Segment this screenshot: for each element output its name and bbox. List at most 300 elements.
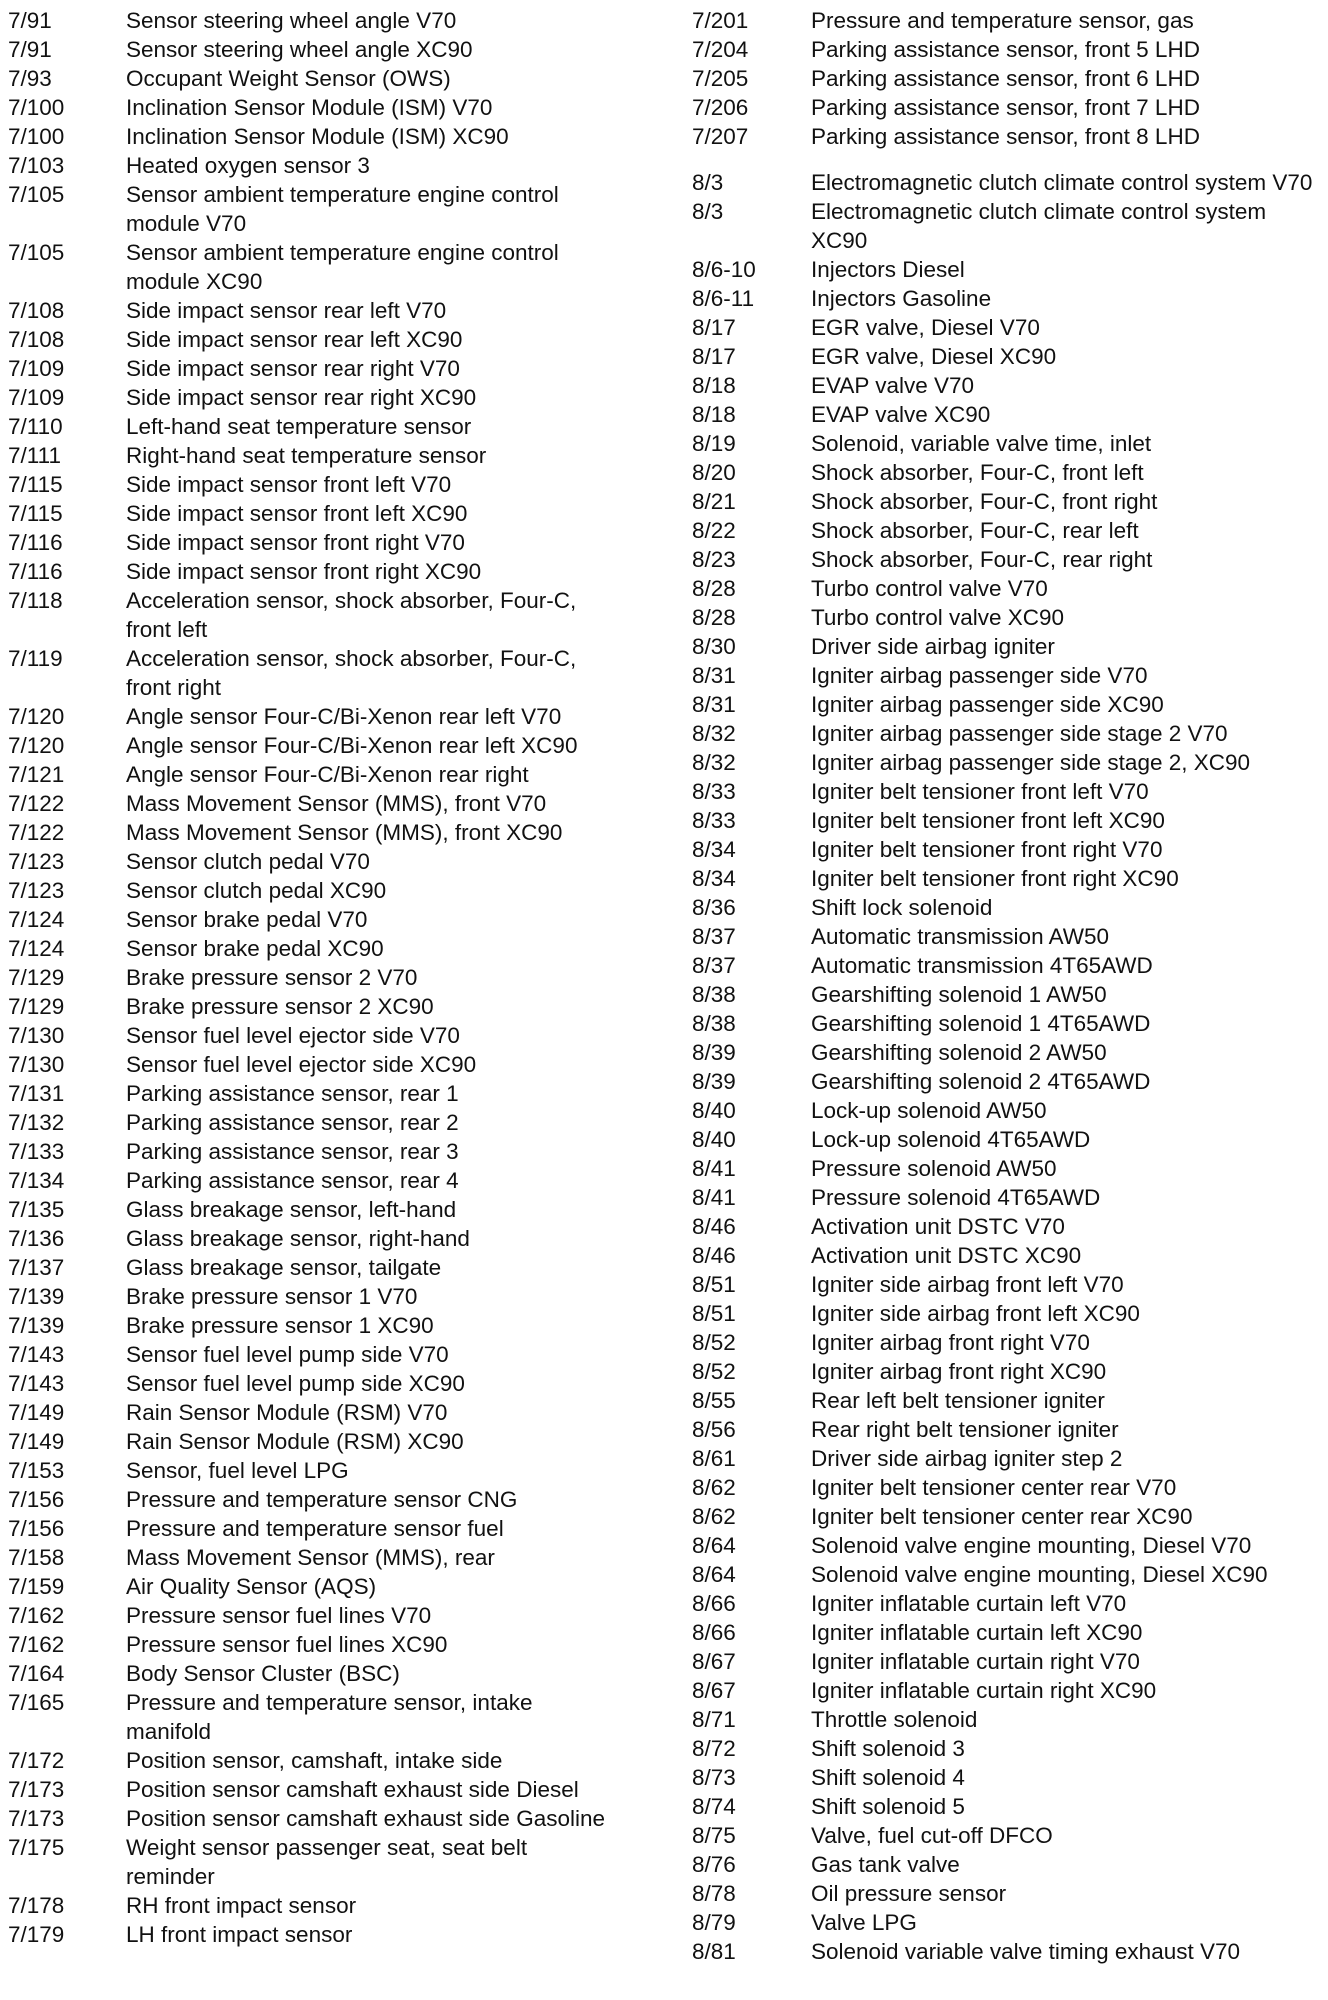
component-description: Parking assistance sensor, front 5 LHD bbox=[811, 37, 1200, 62]
component-description: Left-hand seat temperature sensor bbox=[126, 414, 472, 439]
component-description: Shift solenoid 5 bbox=[811, 1794, 965, 1819]
list-item bbox=[8, 1253, 648, 1282]
list-item bbox=[8, 1833, 648, 1891]
component-description: Injectors Diesel bbox=[811, 257, 965, 282]
component-description: Injectors Gasoline bbox=[811, 286, 992, 311]
component-code: 7/120 bbox=[8, 733, 65, 758]
component-code: 8/62 bbox=[692, 1504, 736, 1529]
list-item bbox=[8, 1485, 648, 1514]
component-description: Sensor fuel level ejector side V70 bbox=[126, 1023, 460, 1048]
component-description: Valve LPG bbox=[811, 1910, 917, 1935]
component-code: 8/72 bbox=[692, 1736, 736, 1761]
component-description: Solenoid variable valve timing exhaust V70 bbox=[811, 1939, 1241, 1964]
component-description: Angle sensor Four-C/Bi-Xenon rear left XC90 bbox=[126, 733, 578, 758]
component-description: Mass Movement Sensor (MMS), front XC90 bbox=[126, 820, 563, 845]
component-code: 7/173 bbox=[8, 1777, 65, 1802]
component-description: Igniter inflatable curtain left V70 bbox=[811, 1591, 1127, 1616]
list-item bbox=[692, 1879, 1328, 1908]
component-code: 7/130 bbox=[8, 1023, 65, 1048]
component-list-left bbox=[8, 6, 648, 1949]
list-item bbox=[8, 1543, 648, 1572]
component-code: 8/75 bbox=[692, 1823, 736, 1848]
list-item bbox=[8, 180, 648, 238]
component-description: Electromagnetic clutch climate control system V70 bbox=[811, 170, 1313, 195]
list-item bbox=[692, 1009, 1328, 1038]
component-code: 8/28 bbox=[692, 605, 736, 630]
list-item bbox=[8, 528, 648, 557]
component-code: 8/55 bbox=[692, 1388, 736, 1413]
component-code: 8/51 bbox=[692, 1301, 736, 1326]
list-item bbox=[692, 1067, 1328, 1096]
component-description: Brake pressure sensor 1 XC90 bbox=[126, 1313, 434, 1338]
component-description: Heated oxygen sensor 3 bbox=[126, 153, 370, 178]
list-item bbox=[8, 238, 648, 296]
list-item bbox=[692, 690, 1328, 719]
list-item bbox=[692, 197, 1328, 255]
component-description: Position sensor camshaft exhaust side Diesel bbox=[126, 1777, 579, 1802]
component-description: Sensor ambient temperature engine control module V70 bbox=[126, 182, 559, 236]
component-description: Mass Movement Sensor (MMS), rear bbox=[126, 1545, 495, 1570]
list-item bbox=[692, 1763, 1328, 1792]
list-item bbox=[692, 922, 1328, 951]
list-item bbox=[692, 1270, 1328, 1299]
list-item bbox=[692, 1531, 1328, 1560]
component-description: Pressure sensor fuel lines V70 bbox=[126, 1603, 432, 1628]
component-description: Sensor steering wheel angle XC90 bbox=[126, 37, 473, 62]
component-code: 7/109 bbox=[8, 385, 65, 410]
list-item bbox=[692, 1125, 1328, 1154]
list-item bbox=[8, 1572, 648, 1601]
component-description: Body Sensor Cluster (BSC) bbox=[126, 1661, 400, 1686]
component-code: 8/79 bbox=[692, 1910, 736, 1935]
component-code: 8/37 bbox=[692, 953, 736, 978]
component-code: 8/46 bbox=[692, 1243, 736, 1268]
component-description: EGR valve, Diesel XC90 bbox=[811, 344, 1057, 369]
list-item bbox=[8, 1137, 648, 1166]
list-item bbox=[692, 603, 1328, 632]
component-code: 8/37 bbox=[692, 924, 736, 949]
list-item bbox=[692, 1589, 1328, 1618]
list-item bbox=[692, 661, 1328, 690]
list-item bbox=[692, 893, 1328, 922]
component-code: 8/23 bbox=[692, 547, 736, 572]
component-description: Igniter inflatable curtain left XC90 bbox=[811, 1620, 1143, 1645]
list-item bbox=[692, 980, 1328, 1009]
list-item bbox=[692, 1792, 1328, 1821]
list-item bbox=[8, 963, 648, 992]
component-description: Solenoid valve engine mounting, Diesel XC90 bbox=[811, 1562, 1268, 1587]
component-description: Gearshifting solenoid 2 AW50 bbox=[811, 1040, 1107, 1065]
component-description: EVAP valve XC90 bbox=[811, 402, 991, 427]
component-description: Shock absorber, Four-C, front left bbox=[811, 460, 1144, 485]
component-description: Side impact sensor rear right XC90 bbox=[126, 385, 477, 410]
list-item bbox=[8, 441, 648, 470]
component-code: 8/6-11 bbox=[692, 286, 755, 311]
list-item bbox=[8, 383, 648, 412]
component-description: Parking assistance sensor, front 7 LHD bbox=[811, 95, 1200, 120]
component-description: Side impact sensor rear left V70 bbox=[126, 298, 447, 323]
list-item bbox=[692, 835, 1328, 864]
component-description: Inclination Sensor Module (ISM) V70 bbox=[126, 95, 493, 120]
component-code: 8/66 bbox=[692, 1591, 736, 1616]
list-item bbox=[8, 992, 648, 1021]
component-description: Igniter belt tensioner center rear XC90 bbox=[811, 1504, 1193, 1529]
component-description: Shock absorber, Four-C, rear left bbox=[811, 518, 1139, 543]
component-description: Shift solenoid 4 bbox=[811, 1765, 965, 1790]
list-item bbox=[8, 557, 648, 586]
list-item bbox=[692, 1937, 1328, 1966]
list-item bbox=[8, 1427, 648, 1456]
list-item bbox=[692, 1299, 1328, 1328]
list-item bbox=[8, 1514, 648, 1543]
component-code: 7/119 bbox=[8, 646, 63, 671]
component-description: LH front impact sensor bbox=[126, 1922, 353, 1947]
component-description: Angle sensor Four-C/Bi-Xenon rear left V70 bbox=[126, 704, 562, 729]
component-code: 7/179 bbox=[8, 1922, 65, 1947]
list-item bbox=[692, 6, 1328, 35]
component-code: 7/124 bbox=[8, 907, 65, 932]
list-item bbox=[692, 951, 1328, 980]
list-item bbox=[692, 64, 1328, 93]
component-description: Sensor ambient temperature engine control module XC90 bbox=[126, 240, 559, 294]
component-code: 7/204 bbox=[692, 37, 749, 62]
component-description: Igniter belt tensioner center rear V70 bbox=[811, 1475, 1177, 1500]
component-code: 8/34 bbox=[692, 837, 736, 862]
component-description: Occupant Weight Sensor (OWS) bbox=[126, 66, 451, 91]
component-description: Glass breakage sensor, tailgate bbox=[126, 1255, 442, 1280]
component-code: 7/201 bbox=[692, 8, 749, 33]
list-item bbox=[8, 1804, 648, 1833]
component-code: 8/38 bbox=[692, 1011, 736, 1036]
list-item bbox=[692, 1647, 1328, 1676]
list-item bbox=[692, 1415, 1328, 1444]
component-description: Igniter airbag front right XC90 bbox=[811, 1359, 1107, 1384]
component-code: 7/135 bbox=[8, 1197, 65, 1222]
component-description: Lock-up solenoid 4T65AWD bbox=[811, 1127, 1091, 1152]
component-description: Shift lock solenoid bbox=[811, 895, 993, 920]
component-description: Igniter inflatable curtain right XC90 bbox=[811, 1678, 1157, 1703]
list-item bbox=[8, 499, 648, 528]
component-description: Turbo control valve XC90 bbox=[811, 605, 1065, 630]
list-item bbox=[692, 1212, 1328, 1241]
list-item bbox=[8, 1369, 648, 1398]
component-description: EVAP valve V70 bbox=[811, 373, 975, 398]
component-code: 7/139 bbox=[8, 1313, 65, 1338]
component-code: 8/41 bbox=[692, 1185, 736, 1210]
list-item bbox=[692, 516, 1328, 545]
component-description: Igniter airbag passenger side V70 bbox=[811, 663, 1148, 688]
component-description: Pressure solenoid AW50 bbox=[811, 1156, 1057, 1181]
list-item bbox=[692, 342, 1328, 371]
component-description: Side impact sensor front left XC90 bbox=[126, 501, 468, 526]
component-description: Pressure and temperature sensor, intake manifold bbox=[126, 1690, 533, 1744]
component-code: 7/175 bbox=[8, 1835, 65, 1860]
list-item bbox=[692, 255, 1328, 284]
component-code: 8/39 bbox=[692, 1040, 736, 1065]
component-description: Pressure and temperature sensor fuel bbox=[126, 1516, 504, 1541]
component-description: Inclination Sensor Module (ISM) XC90 bbox=[126, 124, 509, 149]
list-item bbox=[692, 1038, 1328, 1067]
component-description: Driver side airbag igniter step 2 bbox=[811, 1446, 1123, 1471]
component-description: Valve, fuel cut-off DFCO bbox=[811, 1823, 1053, 1848]
component-code: 7/122 bbox=[8, 820, 65, 845]
component-list-right bbox=[692, 6, 1328, 1966]
component-code: 8/32 bbox=[692, 721, 736, 746]
component-code: 8/33 bbox=[692, 779, 736, 804]
component-description: Side impact sensor front right V70 bbox=[126, 530, 465, 555]
list-item bbox=[692, 1676, 1328, 1705]
component-code: 8/20 bbox=[692, 460, 736, 485]
component-code: 8/17 bbox=[692, 315, 736, 340]
component-description: Sensor brake pedal XC90 bbox=[126, 936, 384, 961]
component-description: Right-hand seat temperature sensor bbox=[126, 443, 487, 468]
component-description: Angle sensor Four-C/Bi-Xenon rear right bbox=[126, 762, 529, 787]
list-item bbox=[8, 1601, 648, 1630]
list-item bbox=[692, 1183, 1328, 1212]
component-code: 7/132 bbox=[8, 1110, 65, 1135]
list-item bbox=[8, 1340, 648, 1369]
component-description: Parking assistance sensor, rear 3 bbox=[126, 1139, 459, 1164]
component-description: Weight sensor passenger seat, seat belt reminder bbox=[126, 1835, 528, 1889]
component-code: 7/162 bbox=[8, 1632, 65, 1657]
list-item bbox=[8, 731, 648, 760]
list-item bbox=[692, 487, 1328, 516]
component-code: 8/67 bbox=[692, 1678, 736, 1703]
list-item bbox=[8, 1891, 648, 1920]
component-description: Position sensor, camshaft, intake side bbox=[126, 1748, 503, 1773]
component-code: 8/18 bbox=[692, 373, 736, 398]
component-description: Sensor fuel level pump side V70 bbox=[126, 1342, 449, 1367]
component-description: Glass breakage sensor, right-hand bbox=[126, 1226, 470, 1251]
component-code: 7/93 bbox=[8, 66, 52, 91]
component-description: Mass Movement Sensor (MMS), front V70 bbox=[126, 791, 547, 816]
component-code: 8/38 bbox=[692, 982, 736, 1007]
component-code: 8/56 bbox=[692, 1417, 736, 1442]
component-description: Pressure and temperature sensor CNG bbox=[126, 1487, 518, 1512]
component-description: Activation unit DSTC XC90 bbox=[811, 1243, 1082, 1268]
list-item bbox=[8, 1630, 648, 1659]
list-item bbox=[8, 702, 648, 731]
component-description: Electromagnetic clutch climate control system XC90 bbox=[811, 199, 1267, 253]
component-code: 8/22 bbox=[692, 518, 736, 543]
component-description: Air Quality Sensor (AQS) bbox=[126, 1574, 377, 1599]
component-description: Gearshifting solenoid 1 4T65AWD bbox=[811, 1011, 1151, 1036]
component-code: 8/61 bbox=[692, 1446, 736, 1471]
component-description: Parking assistance sensor, front 6 LHD bbox=[811, 66, 1200, 91]
list-item bbox=[8, 644, 648, 702]
list-item bbox=[8, 818, 648, 847]
component-description: Side impact sensor rear right V70 bbox=[126, 356, 460, 381]
list-item bbox=[8, 1775, 648, 1804]
list-item bbox=[692, 864, 1328, 893]
component-code: 7/91 bbox=[8, 8, 52, 33]
list-item bbox=[8, 470, 648, 499]
list-item bbox=[8, 586, 648, 644]
list-item bbox=[8, 1456, 648, 1485]
component-code: 7/124 bbox=[8, 936, 65, 961]
component-code: 7/100 bbox=[8, 124, 65, 149]
list-item bbox=[8, 789, 648, 818]
list-item bbox=[692, 574, 1328, 603]
component-description: Igniter airbag passenger side XC90 bbox=[811, 692, 1164, 717]
list-item bbox=[692, 1444, 1328, 1473]
list-item bbox=[692, 1734, 1328, 1763]
component-code: 8/33 bbox=[692, 808, 736, 833]
component-description: Solenoid, variable valve time, inlet bbox=[811, 431, 1152, 456]
component-code: 8/19 bbox=[692, 431, 736, 456]
component-code: 7/111 bbox=[8, 443, 61, 468]
component-description: Activation unit DSTC V70 bbox=[811, 1214, 1065, 1239]
component-description: Igniter airbag passenger side stage 2 V70 bbox=[811, 721, 1228, 746]
list-item bbox=[692, 1357, 1328, 1386]
list-item bbox=[692, 1908, 1328, 1937]
list-item bbox=[8, 1079, 648, 1108]
component-code: 7/91 bbox=[8, 37, 52, 62]
component-description: Gas tank valve bbox=[811, 1852, 960, 1877]
component-code: 8/78 bbox=[692, 1881, 736, 1906]
component-description: Rear right belt tensioner igniter bbox=[811, 1417, 1119, 1442]
component-description: Lock-up solenoid AW50 bbox=[811, 1098, 1047, 1123]
component-description: Igniter airbag passenger side stage 2, XC90 bbox=[811, 750, 1251, 775]
list-item bbox=[692, 1618, 1328, 1647]
component-code: 8/40 bbox=[692, 1127, 736, 1152]
component-description: Glass breakage sensor, left-hand bbox=[126, 1197, 457, 1222]
component-code: 7/159 bbox=[8, 1574, 65, 1599]
component-description: Sensor fuel level pump side XC90 bbox=[126, 1371, 465, 1396]
component-code: 8/67 bbox=[692, 1649, 736, 1674]
list-item bbox=[692, 1386, 1328, 1415]
component-description: EGR valve, Diesel V70 bbox=[811, 315, 1040, 340]
component-code: 7/129 bbox=[8, 994, 65, 1019]
component-code: 8/34 bbox=[692, 866, 736, 891]
component-code: 8/41 bbox=[692, 1156, 736, 1181]
component-code: 7/137 bbox=[8, 1255, 65, 1280]
component-description: Pressure solenoid 4T65AWD bbox=[811, 1185, 1101, 1210]
list-item bbox=[8, 1746, 648, 1775]
component-code: 7/108 bbox=[8, 298, 65, 323]
list-item bbox=[8, 876, 648, 905]
component-description: Igniter belt tensioner front right V70 bbox=[811, 837, 1163, 862]
component-description: Igniter belt tensioner front left V70 bbox=[811, 779, 1149, 804]
component-code: 7/129 bbox=[8, 965, 65, 990]
list-item bbox=[692, 429, 1328, 458]
component-code: 8/64 bbox=[692, 1533, 736, 1558]
component-code: 8/66 bbox=[692, 1620, 736, 1645]
list-item bbox=[8, 905, 648, 934]
component-description: Rain Sensor Module (RSM) XC90 bbox=[126, 1429, 464, 1454]
component-code: 8/40 bbox=[692, 1098, 736, 1123]
component-description: Pressure and temperature sensor, gas bbox=[811, 8, 1194, 33]
list-item bbox=[692, 313, 1328, 342]
component-description: Igniter belt tensioner front right XC90 bbox=[811, 866, 1179, 891]
list-item bbox=[692, 777, 1328, 806]
list-item bbox=[692, 1850, 1328, 1879]
list-item bbox=[692, 284, 1328, 313]
component-code: 7/153 bbox=[8, 1458, 65, 1483]
component-description: Sensor fuel level ejector side XC90 bbox=[126, 1052, 477, 1077]
list-item bbox=[692, 35, 1328, 64]
component-description: Gearshifting solenoid 2 4T65AWD bbox=[811, 1069, 1151, 1094]
component-code: 7/122 bbox=[8, 791, 65, 816]
component-description: Parking assistance sensor, rear 4 bbox=[126, 1168, 459, 1193]
component-description: Rain Sensor Module (RSM) V70 bbox=[126, 1400, 448, 1425]
component-description: Pressure sensor fuel lines XC90 bbox=[126, 1632, 448, 1657]
component-code: 8/3 bbox=[692, 170, 724, 195]
component-code: 7/116 bbox=[8, 530, 63, 555]
component-code: 7/139 bbox=[8, 1284, 65, 1309]
component-code: 7/156 bbox=[8, 1516, 65, 1541]
list-item bbox=[8, 934, 648, 963]
list-item bbox=[8, 1108, 648, 1137]
component-code: 8/64 bbox=[692, 1562, 736, 1587]
component-code: 7/109 bbox=[8, 356, 65, 381]
component-code: 7/134 bbox=[8, 1168, 65, 1193]
component-code: 7/100 bbox=[8, 95, 65, 120]
component-code: 7/162 bbox=[8, 1603, 65, 1628]
list-item bbox=[692, 1705, 1328, 1734]
list-item bbox=[692, 458, 1328, 487]
component-code: 8/28 bbox=[692, 576, 736, 601]
list-item bbox=[8, 6, 648, 35]
list-item bbox=[8, 64, 648, 93]
component-description: Sensor clutch pedal V70 bbox=[126, 849, 370, 874]
component-code: 7/206 bbox=[692, 95, 749, 120]
component-description: Parking assistance sensor, front 8 LHD bbox=[811, 124, 1200, 149]
component-description: Igniter inflatable curtain right V70 bbox=[811, 1649, 1140, 1674]
component-code: 8/30 bbox=[692, 634, 736, 659]
component-code: 7/178 bbox=[8, 1893, 65, 1918]
component-code: 7/143 bbox=[8, 1342, 65, 1367]
component-description: Driver side airbag igniter bbox=[811, 634, 1055, 659]
component-description: Rear left belt tensioner igniter bbox=[811, 1388, 1105, 1413]
component-description: Igniter airbag front right V70 bbox=[811, 1330, 1090, 1355]
list-item bbox=[8, 354, 648, 383]
list-item bbox=[8, 760, 648, 789]
component-description: Parking assistance sensor, rear 2 bbox=[126, 1110, 459, 1135]
list-item bbox=[692, 168, 1328, 197]
component-code: 8/31 bbox=[692, 663, 736, 688]
component-code: 7/118 bbox=[8, 588, 63, 613]
list-item bbox=[692, 1473, 1328, 1502]
component-description: Sensor clutch pedal XC90 bbox=[126, 878, 387, 903]
list-item bbox=[8, 1050, 648, 1079]
list-item bbox=[8, 151, 648, 180]
component-code: 7/115 bbox=[8, 501, 63, 526]
list-item bbox=[8, 35, 648, 64]
list-item bbox=[692, 371, 1328, 400]
component-code: 7/105 bbox=[8, 240, 65, 265]
component-code: 7/123 bbox=[8, 878, 65, 903]
component-code: 7/130 bbox=[8, 1052, 65, 1077]
component-description: Sensor brake pedal V70 bbox=[126, 907, 368, 932]
component-code: 8/76 bbox=[692, 1852, 736, 1877]
component-code: 7/120 bbox=[8, 704, 65, 729]
component-code: 8/73 bbox=[692, 1765, 736, 1790]
component-code: 7/131 bbox=[8, 1081, 65, 1106]
component-code: 7/156 bbox=[8, 1487, 65, 1512]
component-code: 7/136 bbox=[8, 1226, 65, 1251]
component-code: 7/149 bbox=[8, 1429, 65, 1454]
list-item bbox=[692, 1560, 1328, 1589]
list-item bbox=[8, 1688, 648, 1746]
list-item bbox=[692, 1241, 1328, 1270]
list-item bbox=[692, 400, 1328, 429]
component-code: 8/17 bbox=[692, 344, 736, 369]
component-code: 8/32 bbox=[692, 750, 736, 775]
list-item bbox=[692, 1154, 1328, 1183]
component-code: 7/143 bbox=[8, 1371, 65, 1396]
component-description: Igniter side airbag front left XC90 bbox=[811, 1301, 1140, 1326]
